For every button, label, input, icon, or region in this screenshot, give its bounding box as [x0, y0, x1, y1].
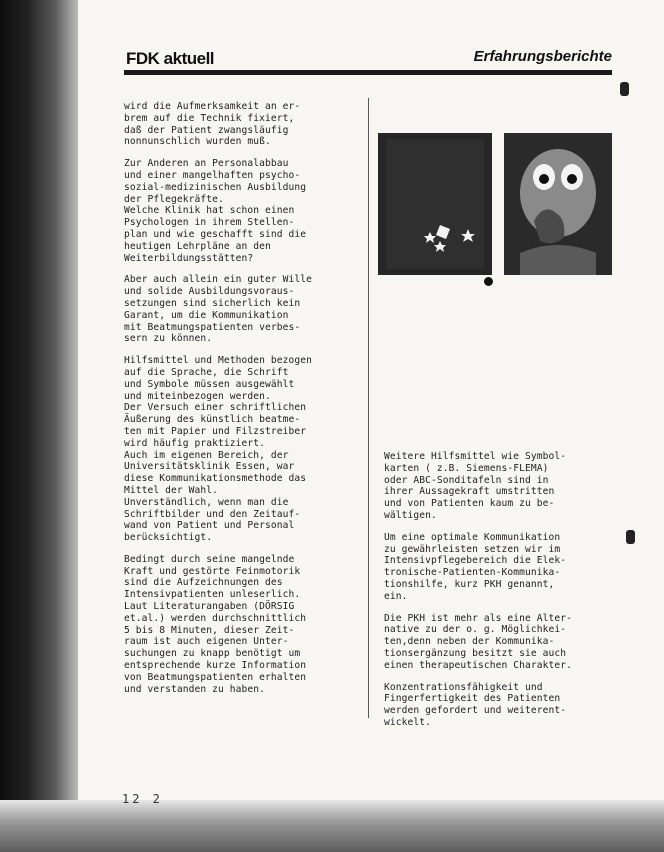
scan-bottom-shadow	[0, 800, 664, 852]
face-hand-symbol-card-icon	[504, 133, 612, 275]
column-divider	[368, 98, 369, 718]
page-number: 12 2	[122, 792, 163, 806]
binder-hole-top	[620, 82, 629, 96]
left-column	[124, 101, 362, 705]
header-rule	[124, 70, 612, 75]
left-paragraph-4: Hilfsmittel und Methoden bezogen auf die Sprache, die Schrift und Symbole müssen ausgewählt und miteinbezogen werden. Der Versuch einer schriftlichen Äußerung des künstlich beatme- ten mit Papier und Filzstreiber wird häufig praktiziert. Auch im eigenen Bereich, der Universitätsklinik Essen, war diese Kommunikationsmethode das Mittel der Wahl. Unverständlich, wenn man die Schriftbilder und den Zeitauf- wand von Patient und Personal berücksichtigt.	[124, 355, 313, 544]
stars-symbol-card-icon	[378, 133, 492, 275]
left-paragraph-5: Bedingt durch seine mangelnde Kraft und gestörte Feinmotorik sind die Aufzeichnungen des Intensivpatienten unleserlich. Laut Literaturangaben (DÖRSIG et.al.) werden durchschnittlich 5 bis 8 Minuten, dieser Zeit- raum ist auch eigenen Unter- suchungen zu knapp benötigt um entsprechende kurze Information von Beatmungspatienten erhalten und verstanden zu haben.	[124, 553, 307, 695]
left-paragraph-1: wird die Aufmerksamkeit an er- brem auf die Technik fixiert, daß der Patient zwangsläufig nonnunschlich wurden muß.	[124, 101, 301, 148]
stars-symbol-card-image	[378, 133, 492, 275]
face-symbol-card-image	[504, 133, 612, 275]
scan-left-shadow	[0, 0, 78, 852]
left-paragraph-3: Aber auch allein ein guter Wille und solide Ausbildungsvoraus- setzungen sind sicherlich kein Garant, um die Kommunikation mit Beatmungspatienten verbes- sern zu können.	[124, 274, 313, 345]
photo-marker-dot	[484, 277, 493, 286]
right-paragraph-4: Konzentrationsfähigkeit und Fingerfertigkeit des Patienten werden gefordert und weiterent- wickelt.	[384, 681, 567, 728]
section-title: Erfahrungsberichte	[473, 48, 612, 65]
left-paragraph-2: Zur Anderen an Personalabbau und einer mangelhaften psycho- sozial-medizinischen Ausbildung der Pflegekräfte. Welche Klinik hat schon einen Psychologen in ihrem Stellen- plan und wie geschafft sind die heutigen Lehrpläne an den Weiterbildungsstätten?	[124, 158, 307, 264]
brand-logo: FDK aktuell	[126, 49, 215, 68]
right-column	[384, 451, 614, 739]
binder-hole-bottom	[626, 530, 635, 544]
right-paragraph-3: Die PKH ist mehr als eine Alter- native zu der o. g. Möglichkei- ten,denn neben der Kommunika- tionsergänzung besitzt sie auch einen therapeutischen Charakter.	[384, 612, 573, 671]
right-paragraph-2: Um eine optimale Kommunikation zu gewährleisten setzen wir im Intensivpflegebereich die Elek- tronische-Patienten-Kommunika- tionshilfe, kurz PKH genannt, ein.	[384, 531, 567, 602]
right-paragraph-1: Weitere Hilfsmittel wie Symbol- karten ( z.B. Siemens-FLEMA) oder ABC-Sonditafeln sind in ihrer Aussagekraft umstritten und von Patienten kaum zu be- wältigen.	[384, 451, 567, 521]
